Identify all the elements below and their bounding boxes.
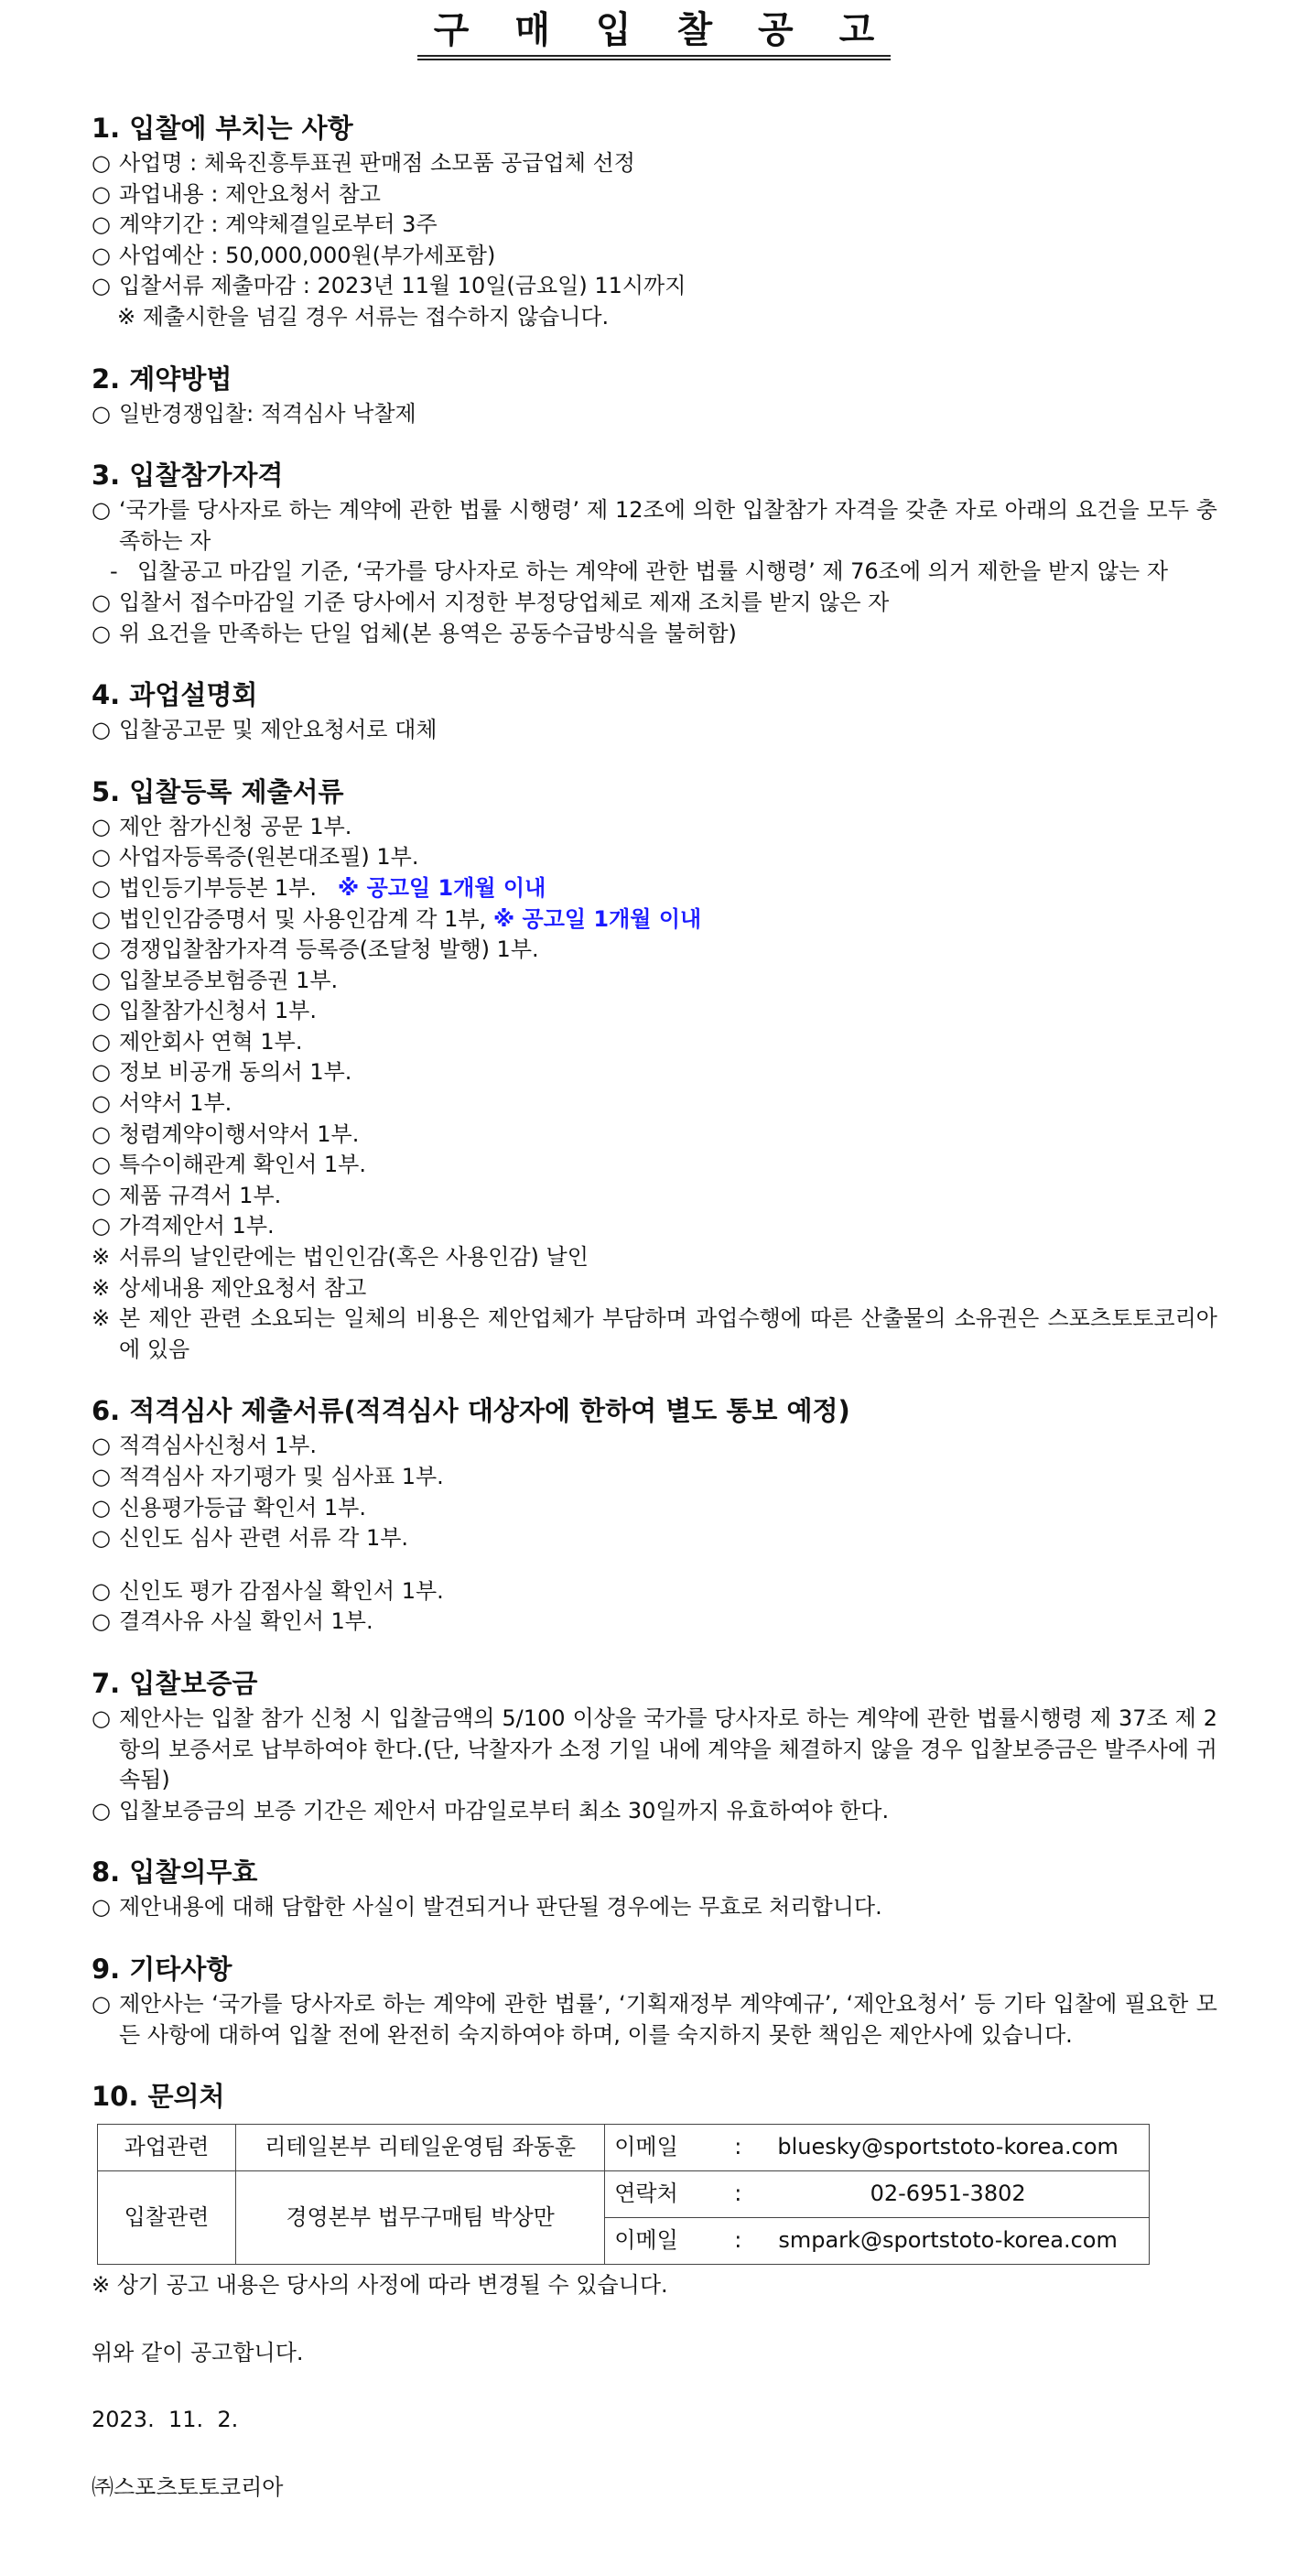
list-item-text: 입찰참가신청서 1부. (119, 998, 317, 1024)
list-item-text: 입찰보증보험증권 1부. (119, 967, 339, 993)
list-item (92, 1607, 1217, 1638)
bullet: ○ (92, 150, 111, 176)
bullet: ○ (92, 1028, 111, 1055)
closing-statement: 위와 같이 공고합니다. (92, 2339, 304, 2365)
bullet: ○ (92, 1494, 111, 1521)
list-item (92, 1892, 1217, 1923)
bullet: ○ (92, 1213, 111, 1239)
list-item (92, 904, 1217, 936)
bullet: ○ (92, 1705, 111, 1731)
contact-email[interactable]: bluesky@sportstoto-korea.com (747, 2125, 1149, 2171)
list-item (92, 271, 1217, 302)
bullet: ○ (92, 905, 111, 932)
section-briefing (92, 676, 1217, 746)
bullet: ○ (92, 844, 111, 871)
list-item-text: 위 요건을 만족하는 단일 업체(본 용역은 공동수급방식을 불허함) (119, 620, 737, 646)
contact-label: 이메일 (605, 2125, 730, 2171)
section-heading: 9. 기타사항 (92, 1953, 232, 1985)
highlight-note: ※ 공고일 1개월 이내 (492, 905, 702, 932)
document-body (92, 110, 1217, 2504)
contact-colon: : (729, 2218, 747, 2265)
bullet: ○ (92, 936, 111, 963)
section-heading: 6. 적격심사 제출서류(적격심사 대상자에 한하여 별도 통보 예정) (92, 1395, 850, 1427)
list-item (92, 966, 1217, 997)
bullet: ○ (92, 1059, 111, 1086)
list-item-text: 정보 비공개 동의서 1부. (119, 1059, 352, 1086)
bullet: ※ (92, 1274, 111, 1301)
list-item (92, 1088, 1217, 1120)
table-row (98, 2171, 1150, 2218)
contact-table (97, 2124, 1150, 2265)
bullet: ○ (92, 1525, 111, 1552)
list-item-text: 서약서 1부. (119, 1090, 232, 1117)
list-item (92, 1211, 1217, 1242)
list-item-text: 사업자등록증(원본대조필) 1부. (119, 844, 419, 871)
contact-email[interactable]: smpark@sportstoto-korea.com (747, 2218, 1149, 2265)
bullet: ○ (92, 242, 111, 268)
change-note: ※ 상기 공고 내용은 당사의 사정에 따라 변경될 수 있습니다. (92, 2272, 668, 2299)
company-name: ㈜스포츠토토코리아 (92, 2473, 284, 2500)
list-item-text: 서류의 날인란에는 법인인감(혹은 사용인감) 날인 (119, 1244, 589, 1271)
bullet: ※ (92, 1305, 111, 1332)
list-item-text: 청렴계약이행서약서 1부. (119, 1120, 360, 1147)
list-item (92, 148, 1217, 179)
list-item-text: ‘국가를 당사자로 하는 계약에 관한 법률 시행령’ 제 12조에 의한 입찰참가 자격을 갖춘 자로 아래의 요건을 모두 충족하는 자 (119, 497, 1217, 554)
list-item-text: 상세내용 제안요청서 참고 (119, 1274, 367, 1301)
list-item-text: 입찰공고문 및 제안요청서로 대체 (119, 717, 438, 743)
section-qualification-documents (92, 1392, 1217, 1638)
list-item-text: 제품 규격서 1부. (119, 1182, 282, 1208)
bullet: ○ (92, 1152, 111, 1178)
list-item-text: 본 제안 관련 소요되는 일체의 비용은 제안업체가 부담하며 과업수행에 따른 산출물의 소유권은 스포츠토토코리아에 있음 (119, 1305, 1217, 1362)
list-item-text: 일반경쟁입찰: 적격심사 낙찰제 (119, 400, 416, 427)
list-item (92, 1120, 1217, 1151)
bullet: ○ (92, 1433, 111, 1459)
list-item-text: 제안 참가신청 공문 1부. (119, 813, 352, 839)
section-bid-items (92, 110, 1217, 333)
bullet: ○ (92, 1608, 111, 1635)
bullet: ○ (92, 211, 111, 238)
bullet: ○ (92, 273, 111, 299)
list-item (92, 588, 1217, 619)
section-contract-method (92, 361, 1217, 430)
list-item (92, 1273, 1217, 1304)
bullet: ○ (92, 180, 111, 207)
list-item (92, 1057, 1217, 1088)
bullet: ○ (92, 1182, 111, 1208)
list-item-text: 과업내용 : 제안요청서 참고 (119, 180, 381, 207)
list-item-text: 입찰보증금의 보증 기간은 제안서 마감일로부터 최소 30일까지 유효하여야 한다. (119, 1797, 890, 1824)
section-misc (92, 1951, 1217, 2051)
highlight-note: ※ 공고일 1개월 이내 (337, 874, 546, 901)
list-item (92, 179, 1217, 211)
bullet: ○ (92, 1990, 111, 2017)
list-item (92, 812, 1217, 843)
spacer (92, 1554, 1217, 1576)
bullet: ○ (92, 1797, 111, 1824)
section-heading: 3. 입찰참가자격 (92, 460, 284, 492)
list-item-text: 특수이해관계 확인서 1부. (119, 1152, 366, 1178)
section-eligibility (92, 457, 1217, 649)
list-item (92, 1576, 1217, 1607)
list-item-text: 결격사유 사실 확인서 1부. (119, 1608, 373, 1635)
bullet: ○ (92, 400, 111, 427)
list-item-text: 사업예산 : 50,000,000원(부가세포함) (119, 242, 496, 268)
section-heading: 1. 입찰에 부치는 사항 (92, 113, 353, 144)
bullet: ○ (92, 497, 111, 524)
list-item-text: 사업명 : 체육진흥투표권 판매점 소모품 공급업체 선정 (119, 150, 635, 176)
list-item-text: 신용평가등급 확인서 1부. (119, 1494, 366, 1521)
contact-label: 이메일 (605, 2218, 730, 2265)
bullet: ○ (92, 874, 111, 901)
bullet: ○ (92, 620, 111, 646)
list-item (92, 1796, 1217, 1827)
list-item-text: 적격심사신청서 1부. (119, 1433, 317, 1459)
section-heading: 2. 계약방법 (92, 363, 232, 395)
list-item (92, 1523, 1217, 1554)
list-item-text: 가격제안서 1부. (119, 1213, 275, 1239)
list-item (92, 1462, 1217, 1493)
contact-category: 과업관련 (98, 2125, 236, 2171)
contact-dept: 리테일본부 리테일운영팀 좌동훈 (236, 2125, 605, 2171)
list-item (92, 210, 1217, 241)
bullet: ○ (92, 1120, 111, 1147)
bullet: ○ (92, 1577, 111, 1604)
announcement-date: 2023. 11. 2. (92, 2407, 239, 2433)
list-item (92, 619, 1217, 650)
section-submission-documents (92, 774, 1217, 1366)
contact-label: 연락처 (605, 2171, 730, 2218)
list-item (92, 1150, 1217, 1181)
list-item (92, 935, 1217, 966)
list-item (92, 873, 1217, 904)
section-invalid-bid (92, 1854, 1217, 1923)
bullet: ○ (92, 589, 111, 615)
list-item (92, 1304, 1217, 1365)
list-item (92, 1242, 1217, 1273)
section-heading: 10. 문의처 (92, 2081, 225, 2113)
list-item (92, 1027, 1217, 1058)
list-item-text: 입찰서류 제출마감 : 2023년 11월 10일(금요일) 11시까지 (119, 273, 686, 299)
section-heading: 7. 입찰보증금 (92, 1667, 258, 1699)
list-item (92, 1493, 1217, 1524)
list-item (92, 241, 1217, 272)
list-item-text: 신인도 평가 감점사실 확인서 1부. (119, 1577, 444, 1604)
document-title-wrap (0, 9, 1308, 60)
deadline-note: ※ 제출시한을 넘길 경우 서류는 접수하지 않습니다. (117, 303, 610, 330)
list-item-text: 입찰서 접수마감일 기준 당사에서 지정한 부정당업체로 제재 조치를 받지 않은 자 (119, 589, 890, 615)
bullet: ○ (92, 1090, 111, 1117)
list-item-text: 경쟁입찰참가자격 등록증(조달청 발행) 1부. (119, 936, 539, 963)
list-item-text: 법인등기부등본 1부. (119, 874, 317, 901)
bullet: ○ (92, 998, 111, 1024)
contact-colon: : (729, 2125, 747, 2171)
bullet: ○ (92, 813, 111, 839)
bullet: ○ (92, 967, 111, 993)
list-item-text: 적격심사 자기평가 및 심사표 1부. (119, 1464, 444, 1489)
list-item-text: 제안사는 입찰 참가 신청 시 입찰금액의 5/100 이상을 국가를 당사자로 하는 계약에 관한 법률시행령 제 37조 제 2항의 보증서로 납부하여야 한다.(단, 낙찰자가 소정 기일 내에 계약을 체결하지 않을 경우 입찰보증금은 발주사에 귀속됨) (119, 1705, 1217, 1793)
list-item (92, 1704, 1217, 1796)
list-item-text: 제안내용에 대해 담합한 사실이 발견되거나 판단될 경우에는 무효로 처리합니다. (119, 1894, 882, 1921)
bullet: ※ (92, 1244, 111, 1271)
list-item (92, 557, 1217, 588)
contact-phone[interactable]: 02-6951-3802 (747, 2171, 1149, 2218)
bullet: ○ (92, 1464, 111, 1489)
contact-category: 입찰관련 (98, 2171, 236, 2265)
table-row (98, 2125, 1150, 2171)
contact-colon: : (729, 2171, 747, 2218)
list-item (92, 399, 1217, 430)
section-heading: 5. 입찰등록 제출서류 (92, 775, 344, 807)
section-bid-bond (92, 1665, 1217, 1826)
document-title: 구 매 입 찰 공 고 (417, 9, 891, 60)
list-item (92, 1181, 1217, 1212)
list-item (92, 1989, 1217, 2051)
list-item-text: 계약기간 : 계약체결일로부터 3주 (119, 211, 438, 238)
bullet: - (110, 558, 118, 585)
section-contact (92, 2078, 1217, 2503)
list-item-text: 제안사는 ‘국가를 당사자로 하는 계약에 관한 법률’, ‘기획재정부 계약예규’, ‘제안요청서’ 등 기타 입찰에 필요한 모든 사항에 대하여 입찰 전에 완전히 숙지하여야 하며, 이를 숙지하지 못한 책임은 제안사에 있습니다. (119, 1990, 1217, 2048)
section-heading: 4. 과업설명회 (92, 679, 258, 711)
list-item (92, 996, 1217, 1027)
section-heading: 8. 입찰의무효 (92, 1856, 258, 1889)
list-item (92, 842, 1217, 873)
list-item (92, 1431, 1217, 1462)
contact-dept: 경영본부 법무구매팀 박상만 (236, 2171, 605, 2265)
list-item-text: 신인도 심사 관련 서류 각 1부. (119, 1525, 409, 1552)
list-item (92, 495, 1217, 557)
bullet: ○ (92, 717, 111, 743)
list-item-text: 법인인감증명서 및 사용인감계 각 1부, (119, 905, 487, 932)
list-item-text: 제안회사 연혁 1부. (119, 1028, 303, 1055)
list-item-text: 입찰공고 마감일 기준, ‘국가를 당사자로 하는 계약에 관한 법률 시행령’ 제 76조에 의거 제한을 받지 않는 자 (137, 558, 1169, 585)
list-item (92, 715, 1217, 746)
bullet: ○ (92, 1894, 111, 1921)
